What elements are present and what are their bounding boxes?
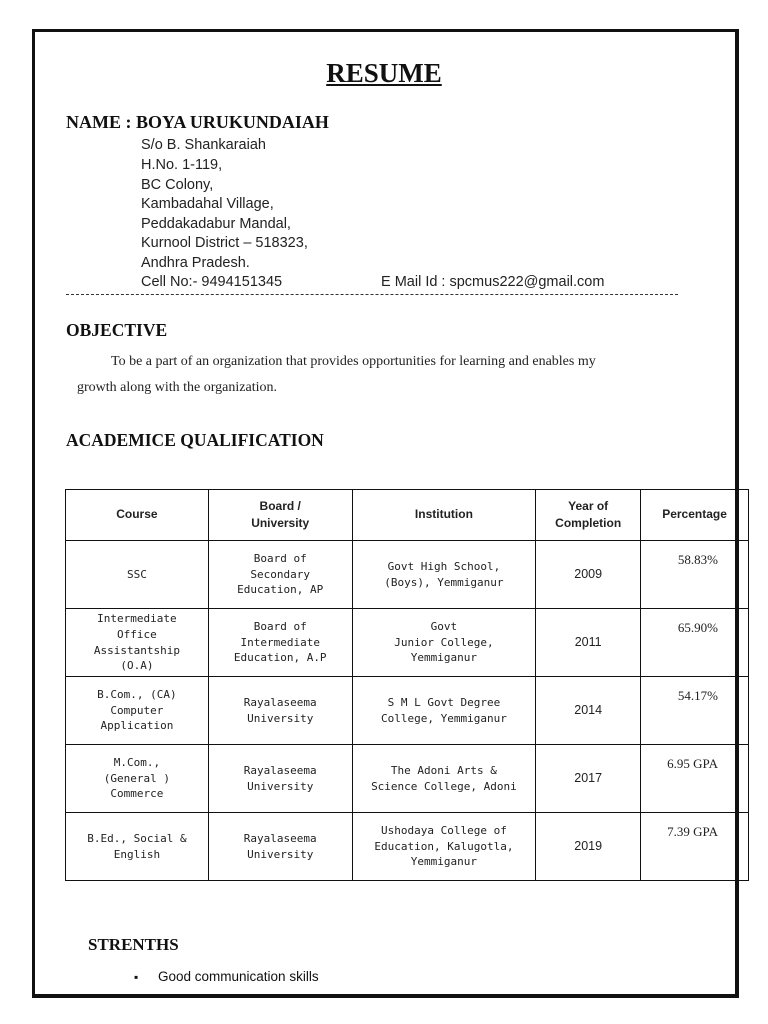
header-year: Year of Completion [536, 490, 641, 541]
strength-item: Good communication skills [158, 969, 319, 984]
cell-percentage: 58.83% [641, 541, 749, 609]
qualification-heading: ACADEMICE QUALIFICATION [66, 430, 324, 450]
resume-title: RESUME [326, 58, 442, 88]
qualification-table [65, 489, 749, 881]
cell-board: Rayalaseema University [208, 677, 352, 745]
address-line: Andhra Pradesh. [141, 255, 250, 271]
header-board-university: Board / University [208, 490, 352, 541]
cell-course: Intermediate Office Assistantship (O.A) [66, 609, 209, 677]
table-row [66, 677, 749, 745]
table-row [66, 813, 749, 881]
cell-percentage: 7.39 GPA [641, 813, 749, 881]
address-line: H.No. 1-119, [141, 157, 223, 173]
cell-course: B.Com., (CA) Computer Application [66, 677, 209, 745]
cell-percentage: 6.95 GPA [641, 745, 749, 813]
address-line: Kurnool District – 518323, [141, 235, 308, 251]
cell-course: B.Ed., Social & English [66, 813, 209, 881]
cell-year: 2017 [536, 745, 641, 813]
cell-institution: Ushodaya College of Education, Kalugotla, Yemmiganur [352, 813, 536, 881]
cell-percentage: 54.17% [641, 677, 749, 745]
cell-number: Cell No:- 9494151345 [141, 274, 283, 290]
cell-year: 2014 [536, 677, 641, 745]
cell-institution: The Adoni Arts & Science College, Adoni [352, 745, 536, 813]
header-institution: Institution [352, 490, 536, 541]
cell-course: SSC [66, 541, 209, 609]
cell-year: 2019 [536, 813, 641, 881]
address-line: S/o B. Shankaraiah [141, 137, 266, 153]
objective-heading: OBJECTIVE [66, 320, 168, 340]
cell-institution: Govt Junior College, Yemmiganur [352, 609, 536, 677]
table-row [66, 541, 749, 609]
objective-text-line-1: To be a part of an organization that provides opportunities for learning and enables my [111, 354, 596, 369]
cell-board: Board of Intermediate Education, A.P [208, 609, 352, 677]
address-line: Peddakadabur Mandal, [141, 216, 291, 232]
cell-percentage: 65.90% [641, 609, 749, 677]
cell-board: Rayalaseema University [208, 745, 352, 813]
dashed-divider [66, 294, 678, 295]
header-course: Course [66, 490, 209, 541]
cell-year: 2011 [536, 609, 641, 677]
cell-institution: Govt High School, (Boys), Yemmiganur [352, 541, 536, 609]
strengths-heading: STRENTHS [88, 935, 179, 954]
table-row [66, 609, 749, 677]
cell-board: Board of Secondary Education, AP [208, 541, 352, 609]
objective-text-line-2: growth along with the organization. [77, 380, 277, 395]
table-header-row [66, 490, 749, 541]
cell-board: Rayalaseema University [208, 813, 352, 881]
address-line: BC Colony, [141, 177, 214, 193]
square-bullet-icon: ▪ [134, 970, 139, 984]
name-line: NAME : BOYA URUKUNDAIAH [66, 112, 329, 132]
header-percentage: Percentage [641, 490, 749, 541]
email-address: E Mail Id : spcmus222@gmail.com [381, 274, 605, 290]
cell-year: 2009 [536, 541, 641, 609]
cell-course: M.Com., (General ) Commerce [66, 745, 209, 813]
cell-institution: S M L Govt Degree College, Yemmiganur [352, 677, 536, 745]
table-row [66, 745, 749, 813]
address-line: Kambadahal Village, [141, 196, 274, 212]
